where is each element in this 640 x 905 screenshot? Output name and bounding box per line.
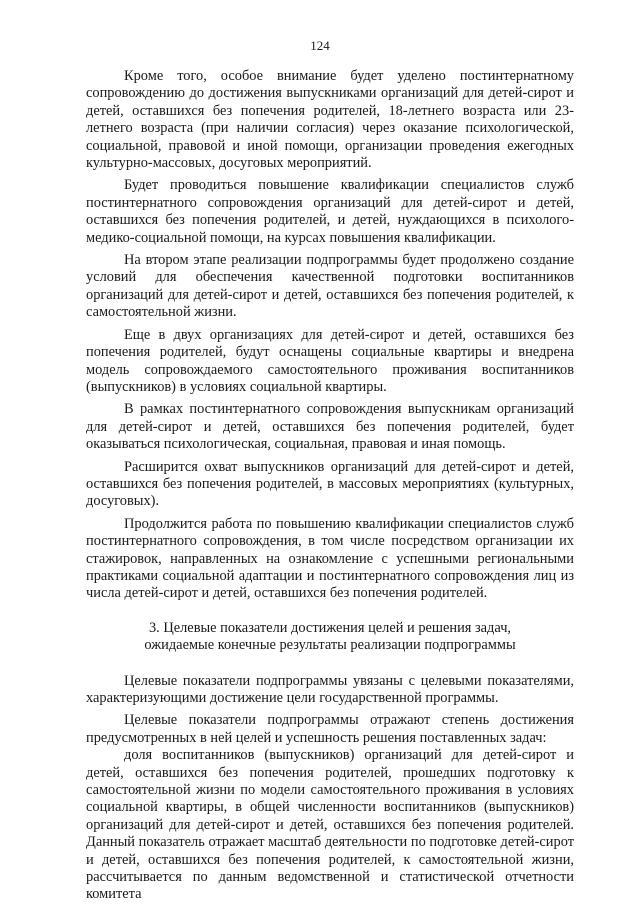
paragraph: В рамках постинтернатного сопровождения выпускникам организаций для детей-сирот и детей, оставшихся без попечения родителей, будет оказываться психологическая, социальная, правовая и иная помощь.: [86, 401, 574, 453]
paragraph: Кроме того, особое внимание будет уделено постинтернатному сопровождению до достижения выпускниками организаций для детей-сирот и детей, оставшихся без попечения родителей, 18-летнего возраста или 23-летнего возраста (при наличии согласия) через оказание психологической, социальной, правовой и иной помощи, организации проведения ежегодных культурно-массовых, досуговых мероприятий.: [86, 68, 574, 172]
document-body: [86, 68, 574, 904]
section-heading-line: ожидаемые конечные результаты реализации подпрограммы: [144, 637, 516, 654]
paragraph: Еще в двух организациях для детей-сирот и детей, оставшихся без попечения родителей, будут оснащены социальные квартиры и внедрена модель сопровождаемого самостоятельного проживания воспитанников (выпускников) в условиях социальной квартиры.: [86, 326, 574, 395]
section-heading: [86, 620, 574, 655]
paragraph: Расширится охват выпускников организаций для детей-сирот и детей, оставшихся без попечения родителей, в массовых мероприятиях (культурных, досуговых).: [86, 458, 574, 510]
page-number: 124: [310, 38, 330, 53]
paragraph: доля воспитанников (выпускников) организаций для детей-сирот и детей, оставшихся без попечения родителей, прошедших подготовку к самостоятельной жизни по модели самостоятельного проживания в условиях социальной квартиры, в общей численности воспитанников (выпускников) организаций для детей-сирот и детей, оставшихся без попечения родителей. Данный показатель отражает масштаб деятельности по подготовке детей-сирот и детей, оставшихся без попечения родителей, к самостоятельной жизни, рассчитывается по данным ведомственной и статистической отчетности комитета: [86, 747, 574, 903]
paragraph: Целевые показатели подпрограммы увязаны с целевыми показателями, характеризующими достижение цели государственной программы.: [86, 672, 574, 706]
paragraph: Целевые показатели подпрограммы отражают степень достижения предусмотренных в ней целей и успешность решения поставленных задач:: [86, 712, 574, 746]
paragraph: Продолжится работа по повышению квалификации специалистов служб постинтернатного сопровождения, в том числе посредством организации их стажировок, направленных на ознакомление с успешными региональными практиками социальной адаптации и постинтернатного сопровождения лиц из числа детей-сирот и детей, оставшихся без попечения родителей.: [86, 515, 574, 602]
section-heading-line: 3. Целевые показатели достижения целей и решения задач,: [148, 619, 512, 636]
paragraph: На втором этапе реализации подпрограммы будет продолжено создание условий для обеспечения качественной подготовки воспитанников организаций для детей-сирот и детей, оставшихся без попечения родителей, к самостоятельной жизни.: [86, 252, 574, 321]
paragraph: Будет проводиться повышение квалификации специалистов служб постинтернатного сопровождения организаций для детей-сирот и детей, оставшихся без попечения родителей, и детей, нуждающихся в психолого-медико-социальной помощи, на курсах повышения квалификации.: [86, 177, 574, 246]
